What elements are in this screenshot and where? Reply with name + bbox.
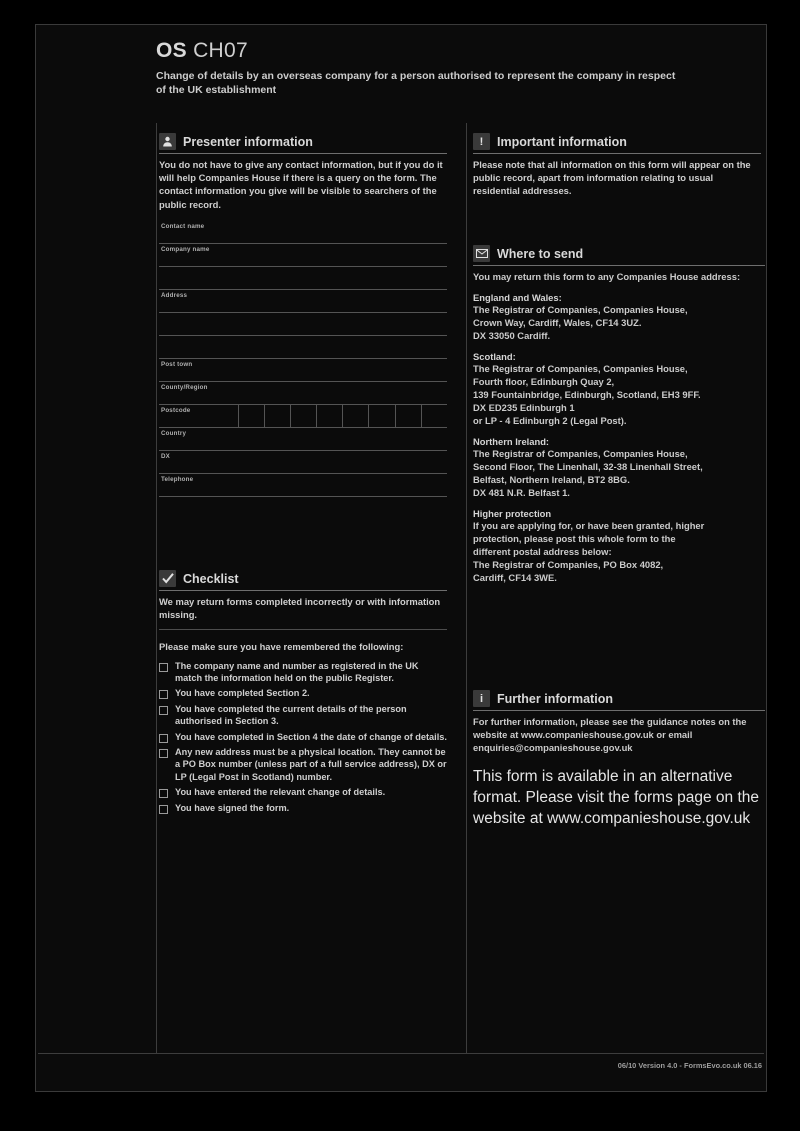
field-county-region[interactable] [159, 382, 447, 405]
address-line: or LP - 4 Edinburgh 2 (Legal Post). [473, 415, 627, 426]
important-information-section [473, 133, 761, 198]
address-line: DX 33050 Cardiff. [473, 330, 551, 341]
form-code-bold: OS [156, 39, 187, 62]
field-label: Contact name [161, 222, 205, 230]
list-item[interactable] [159, 687, 447, 699]
list-item-label: You have signed the form. [175, 802, 290, 813]
checklist-section-header [159, 570, 447, 591]
address-line: The Registrar of Companies, Companies House, [473, 448, 688, 459]
field-label: Post town [161, 360, 193, 368]
presenter-section-title: Presenter information [183, 134, 313, 149]
field-telephone[interactable] [159, 474, 447, 497]
address-heading: Higher protection [473, 508, 552, 519]
important-section-header [473, 133, 761, 154]
address-line: The Registrar of Companies, Companies House, [473, 304, 688, 315]
address-line: If you are applying for, or have been granted, higher [473, 520, 705, 531]
checkbox-icon[interactable] [159, 706, 168, 715]
presenter-fields [159, 221, 447, 497]
bottom-divider [38, 1053, 764, 1054]
field-postcode[interactable] [159, 405, 447, 428]
checklist-items [159, 660, 447, 814]
list-item[interactable] [159, 746, 447, 783]
address-block-higher-protection [473, 508, 765, 584]
field-label: DX [161, 452, 170, 460]
field-label: Telephone [161, 475, 194, 483]
checkbox-icon[interactable] [159, 690, 168, 699]
field-label: Company name [161, 245, 210, 253]
person-icon [159, 133, 176, 150]
footer-text: 06/10 Version 4.0 - FormsEvo.co.uk 06.16 [617, 1061, 762, 1070]
list-item-label: The company name and number as registered in the UK match the information held on the public Register. [175, 660, 419, 684]
checkbox-icon[interactable] [159, 749, 168, 758]
field-address-line2[interactable] [159, 313, 447, 336]
field-address-line1[interactable] [159, 290, 447, 313]
checklist-section [159, 570, 447, 817]
address-line: Belfast, Northern Ireland, BT2 8BG. [473, 474, 630, 485]
checklist-warning: We may return forms completed incorrectly or with information missing. [159, 595, 447, 630]
list-item-label: You have entered the relevant change of details. [175, 787, 386, 798]
tick-icon [159, 570, 176, 587]
field-dx[interactable] [159, 451, 447, 474]
address-heading: England and Wales: [473, 292, 562, 303]
form-subtitle: Change of details by an overseas company for a person authorised to represent the company in respect of the UK establishment [156, 70, 676, 96]
checkbox-icon[interactable] [159, 663, 168, 672]
address-line: Fourth floor, Edinburgh Quay 2, [473, 376, 615, 387]
form-code-light: CH07 [193, 39, 248, 62]
field-label: Address [161, 291, 188, 299]
checklist-section-title: Checklist [183, 571, 239, 586]
address-line: 139 Fountainbridge, Edinburgh, Scotland, EH3 9FF. [473, 389, 701, 400]
further-information-header [473, 690, 765, 711]
list-item-label: You have completed the current details of the person authorised in Section 3. [175, 703, 407, 727]
list-item[interactable] [159, 660, 447, 685]
list-item-label: You have completed in Section 4 the date of change of details. [175, 731, 447, 742]
list-item[interactable] [159, 786, 447, 798]
where-to-send-section [473, 245, 765, 584]
field-post-town[interactable] [159, 359, 447, 382]
checkbox-icon[interactable] [159, 789, 168, 798]
field-label: Country [161, 429, 187, 437]
alternative-format-text: This form is available in an alternative format. Please visit the forms page on the website at www.companieshouse.gov.uk [473, 768, 760, 827]
address-line: Cardiff, CF14 3WE. [473, 572, 557, 583]
list-item[interactable] [159, 731, 447, 743]
checkbox-icon[interactable] [159, 734, 168, 743]
checkbox-icon[interactable] [159, 805, 168, 814]
where-to-send-section-title: Where to send [497, 246, 584, 261]
further-information-title: Further information [497, 691, 613, 706]
checklist-lead: Please make sure you have remembered the following: [159, 641, 404, 653]
important-section-title: Important information [497, 134, 627, 149]
address-line: Crown Way, Cardiff, Wales, CF14 3UZ. [473, 317, 642, 328]
middle-divider [466, 123, 467, 1053]
list-item-label: You have completed Section 2. [175, 688, 310, 699]
list-item-label: Any new address must be a physical location. They cannot be a PO Box number (unless part of a full service address), DX or LP (Legal Post in Scotland) number. [175, 747, 447, 782]
field-label: Postcode [161, 406, 191, 414]
address-line: Second Floor, The Linenhall, 32-38 Linenhall Street, [473, 461, 703, 472]
address-line: The Registrar of Companies, PO Box 4082, [473, 559, 664, 570]
info-icon: i [473, 690, 490, 707]
further-information-text: For further information, please see the guidance notes on the website at www.companieshouse.gov.uk or email enquiries@companieshouse.gov.uk [473, 716, 747, 753]
list-item[interactable] [159, 703, 447, 728]
where-to-send-intro: You may return this form to any Companies House address: [473, 271, 741, 282]
where-to-send-section-header [473, 245, 765, 266]
important-text: Please note that all information on this form will appear on the public record, apart from information relating to usual residential addresses. [473, 159, 751, 197]
form-sheet [35, 24, 767, 1092]
envelope-icon [473, 245, 490, 262]
address-block-england [473, 292, 765, 342]
address-line: The Registrar of Companies, Companies House, [473, 363, 688, 374]
address-heading: Northern Ireland: [473, 436, 550, 447]
address-line: DX ED235 Edinburgh 1 [473, 402, 575, 413]
presenter-intro-text: You do not have to give any contact information, but if you do it will help Companies House if there is a query on the form. The contact information you give will be visible to searchers of the public record. [159, 159, 443, 210]
address-block-scotland [473, 351, 765, 427]
field-contact-name[interactable] [159, 221, 447, 244]
page-title [156, 39, 756, 63]
list-item[interactable] [159, 802, 447, 814]
address-line: different postal address below: [473, 546, 612, 557]
field-company-name-line2[interactable] [159, 267, 447, 290]
address-block-northern-ireland [473, 436, 765, 499]
form-header [156, 39, 756, 97]
field-label: County/Region [161, 383, 208, 391]
field-country[interactable] [159, 428, 447, 451]
further-information-section [473, 690, 765, 829]
left-divider [156, 123, 157, 1053]
presenter-information-section [159, 133, 447, 497]
address-line: DX 481 N.R. Belfast 1. [473, 487, 570, 498]
presenter-section-header [159, 133, 447, 154]
postcode-cells[interactable] [238, 405, 448, 427]
address-heading: Scotland: [473, 351, 516, 362]
exclamation-icon: ! [473, 133, 490, 150]
field-company-name[interactable] [159, 244, 447, 267]
address-line: protection, please post this whole form to the [473, 533, 676, 544]
field-address-line3[interactable] [159, 336, 447, 359]
